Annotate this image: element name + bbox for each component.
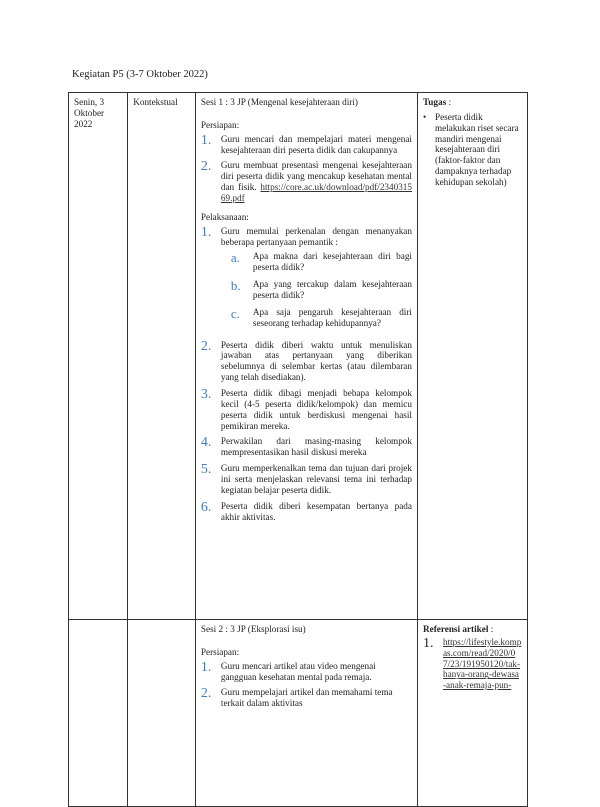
tugas-list xyxy=(423,112,522,188)
persiapan-heading: Persiapan: xyxy=(200,646,240,657)
approach-text: Kontekstual xyxy=(133,97,178,107)
session-title: Sesi 1 : 3 JP (Mengenal kesejahteraan diri) xyxy=(200,97,358,107)
table-row xyxy=(69,620,528,807)
list-number: 6. xyxy=(200,499,212,515)
session-title: Sesi 2 : 3 JP (Eksplorasi isu) xyxy=(200,624,306,634)
reference-link[interactable]: https://core.ac.uk/download/pdf/234031569.pdf xyxy=(220,182,412,204)
document-title: Kegiatan P5 (3-7 Oktober 2022) xyxy=(72,69,208,80)
list-number: 4. xyxy=(200,435,212,451)
list-number: 2. xyxy=(200,686,212,702)
question-letter: a. xyxy=(230,250,240,266)
list-item xyxy=(201,340,412,383)
activity-table xyxy=(68,92,528,807)
list-body xyxy=(221,160,412,203)
list-text: Guru mencari dan mempelajari materi mengenai kesejahteraan diri peserta didik dan cakupannya xyxy=(220,133,412,155)
reference-cell xyxy=(417,620,527,807)
question-text: Apa makna dari kesejahteraan diri bagi peserta didik? xyxy=(252,251,412,273)
list-item xyxy=(201,134,412,156)
list-text: Guru mencari artikel atau video mengenai gangguan kesehatan mental pada remaja. xyxy=(220,660,376,682)
question-item xyxy=(231,307,412,329)
question-text: Apa yang tercakup dalam kesejahteraan peserta didik? xyxy=(252,279,412,301)
question-text: Apa saja pengaruh kesejahteraan diri seseorang terhadap kehidupannya? xyxy=(252,306,412,328)
day-text: Senin, 3 Oktober 2022 xyxy=(74,97,105,129)
list-item xyxy=(423,637,522,691)
day-cell xyxy=(69,93,128,620)
approach-cell xyxy=(128,93,196,620)
list-text: Peserta didik dibagi menjadi bebapa kelompok kecil (4-5 peserta didik/kelompok) dan memicu peserta didik untuk berdiskusi mengenai hasil pemikiran mereka. xyxy=(220,388,412,431)
reference-list xyxy=(423,637,522,691)
list-number: 2. xyxy=(200,159,212,175)
pelaksanaan-list xyxy=(201,226,412,523)
list-body xyxy=(221,226,412,335)
persiapan-list xyxy=(201,661,412,709)
approach-cell xyxy=(128,620,196,807)
list-number: 3. xyxy=(200,387,212,403)
table-row xyxy=(69,93,528,620)
question-item xyxy=(231,251,412,273)
persiapan-heading: Persiapan: xyxy=(200,119,240,130)
activity-cell xyxy=(195,93,417,620)
reference-link[interactable]: https://lifestyle.kompas.com/read/2020/07/23/191950120/tak-hanya-orang-dewasa-anak-remaja-pun- xyxy=(442,636,522,691)
list-number: 1. xyxy=(422,635,434,651)
list-text: Peserta didik diberi waktu untuk menuliskan jawaban atas pertanyaan yang diberikan sebelumnya di selembar kertas (atau dilembaran yang telah disediakan). xyxy=(220,339,412,383)
list-item xyxy=(201,436,412,458)
pelaksanaan-heading: Pelaksanaan: xyxy=(200,211,249,222)
question-list xyxy=(231,251,412,328)
list-number: 1. xyxy=(200,659,212,675)
list-number: 1. xyxy=(200,132,212,148)
list-item xyxy=(201,388,412,431)
list-text: Guru membuat presentasi mengenai kesejahteraan diri peserta didik yang mencakup kesehatan mental dan fisik. xyxy=(220,160,412,193)
question-letter: b. xyxy=(230,278,241,294)
list-text: Guru memulai perkenalan dengan menanyakan beberapa pertanyaan pemantik : xyxy=(220,225,412,247)
list-item xyxy=(201,687,412,709)
task-cell xyxy=(417,93,527,620)
list-item xyxy=(201,463,412,496)
bullet-icon: • xyxy=(422,111,427,122)
list-item xyxy=(423,112,522,188)
reference-heading: Referensi artikel : xyxy=(422,624,494,634)
activity-cell xyxy=(195,620,417,807)
list-item xyxy=(201,226,412,335)
question-item xyxy=(231,279,412,301)
list-number: 2. xyxy=(200,338,212,354)
question-letter: c. xyxy=(230,305,240,321)
list-text: Peserta didik diberi kesempatan bertanya pada akhir aktivitas. xyxy=(220,500,412,522)
list-number: 1. xyxy=(200,224,212,240)
list-text: Guru mempelajari artikel dan memahami tema terkait dalam aktivitas xyxy=(220,687,393,709)
list-item xyxy=(201,661,412,683)
list-number: 5. xyxy=(200,462,212,478)
tugas-text: Peserta didik melakukan riset secara mandiri mengenai kesejahteraan diri (faktor-faktor dan dampaknya terhadap kehidupan sekolah) xyxy=(434,111,519,188)
list-text: Perwakilan dari masing-masing kelompok mempresentasikan hasil diskusi mereka xyxy=(220,436,412,458)
list-item xyxy=(201,160,412,203)
tugas-heading: Tugas : xyxy=(422,97,451,107)
day-cell xyxy=(69,620,128,807)
list-item xyxy=(201,501,412,523)
persiapan-list xyxy=(201,134,412,204)
list-text: Guru memperkenalkan tema dan tujuan dari projek ini serta menjelaskan relevansi tema ini terhadap kegiatan belajar peserta didik. xyxy=(220,463,412,495)
